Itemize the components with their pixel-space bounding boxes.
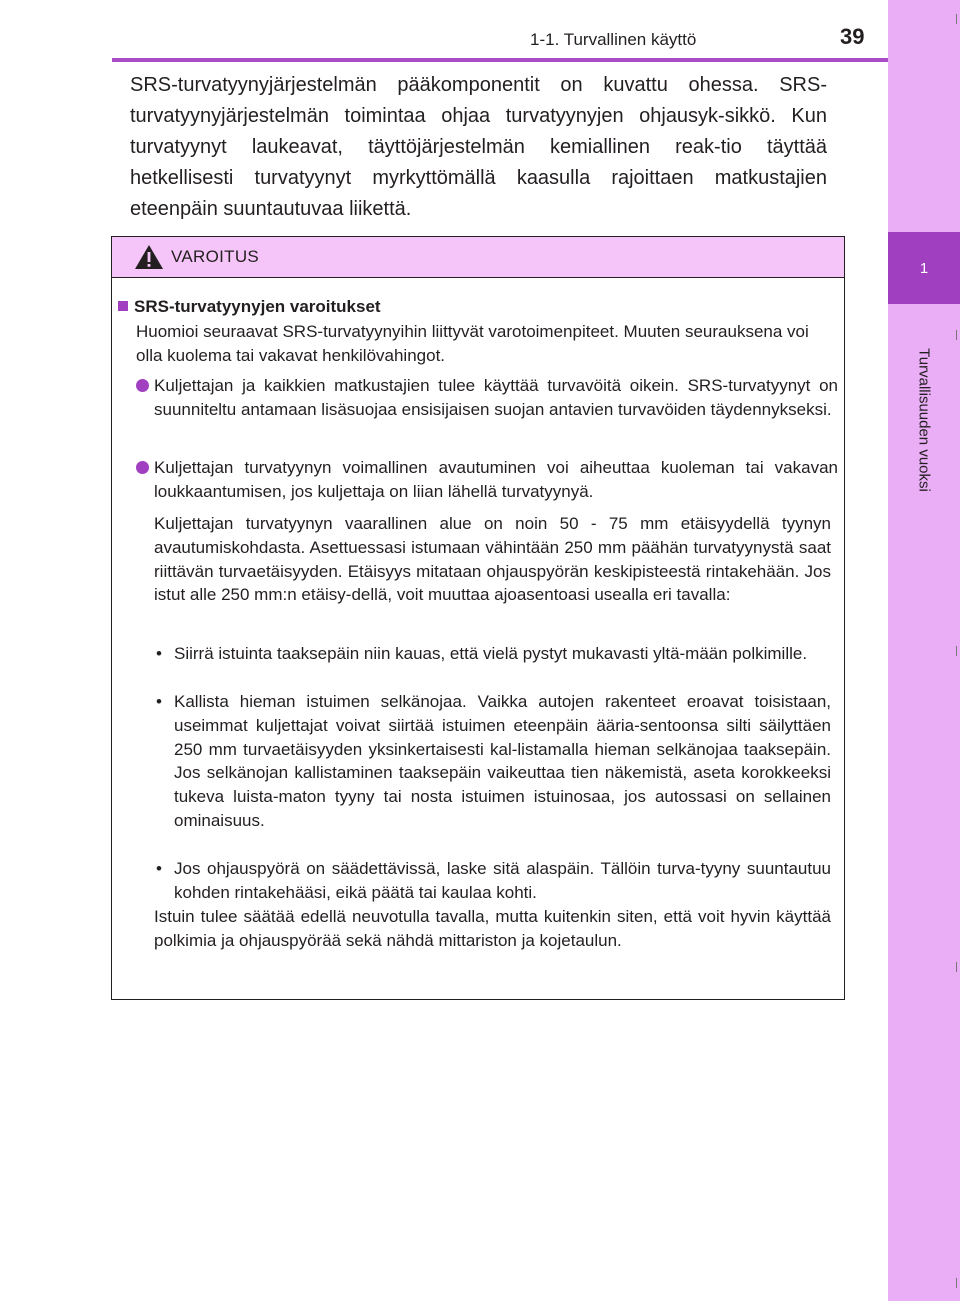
warning-subheading xyxy=(118,295,381,319)
item-text: Kuljettajan turvatyynyn voimallinen avautuminen voi aiheuttaa kuoleman tai vakavan loukkaantumisen, jos kuljettaja on liian lähellä turvatyynyä. xyxy=(154,458,838,501)
section-title: 1-1. Turvallinen käyttö xyxy=(530,30,697,49)
crop-mark xyxy=(956,962,957,972)
subheading-text: SRS-turvatyynyjen varoitukset xyxy=(134,297,381,316)
list-item xyxy=(136,374,838,422)
crop-mark xyxy=(956,330,957,340)
circle-bullet-icon xyxy=(136,379,149,392)
warning-triangle-icon xyxy=(134,244,164,270)
list-item xyxy=(156,642,831,666)
list-item xyxy=(156,690,831,833)
item-text: Kuljettajan ja kaikkien matkustajien tulee käyttää turvavöitä oikein. SRS-turvatyynyt on suunniteltu antamaan lisäsuojaa ensisijaisen suojan antavien turvavöiden täydennykseksi. xyxy=(154,376,838,419)
warning-header xyxy=(112,237,844,278)
bullet-dot: • xyxy=(156,692,162,711)
warning-box xyxy=(111,236,845,1000)
item-text: Siirrä istuinta taaksepäin niin kauas, että vielä pystyt mukavasti yltä-mään polkimille. xyxy=(174,644,808,663)
crop-mark xyxy=(956,1278,957,1288)
intro-paragraph: SRS-turvatyynyjärjestelmän pääkomponentit on kuvattu ohessa. SRS-turvatyynyjärjestelmän toimintaa ohjaa turvatyynyjen ohjausyk-sikkö. Kun turvatyynyt laukeavat, täyttöjärjestelmän kemiallinen reak-tio täyttää hetkellisesti turvatyynyt myrkyttömällä kaasulla rajoittaen matkustajien eteenpäin suuntautuvaa liikettä. xyxy=(130,74,827,220)
bullet-dot: • xyxy=(156,859,162,878)
item-text: Jos ohjauspyörä on säädettävissä, laske sitä alaspäin. Tällöin turva-tyyny suuntautuu kohden rintakehääsi, eikä päätä tai kaulaa kohti. xyxy=(174,859,831,902)
bullet-dot: • xyxy=(156,644,162,663)
crop-mark xyxy=(956,646,957,656)
chapter-label: Turvallisuuden vuoksi xyxy=(915,348,933,492)
item-text: Kallista hieman istuimen selkänojaa. Vaikka autojen rakenteet eroavat toisistaan, useimmat kuljettajat voivat siirtää istuimen eteenpäin ääria-sentoonsa silti säilyttäen 250 mm turvaetäisyyden yksinkertaisesti kal-listamalla hieman selkänojaa taaksepäin. Jos selkänojan kallistaminen taaksepäin vaikeuttaa tien näkemistä, aseta korokkeeksi tukeva luista-maton tyyny tai nosta istuimen istuinosaa, jos autossasi on sellainen ominaisuus. xyxy=(174,692,831,830)
chapter-tab[interactable] xyxy=(888,232,960,304)
header-rule xyxy=(112,58,888,62)
page-number: 39 xyxy=(840,24,865,49)
side-tab-strip xyxy=(888,0,960,1301)
circle-bullet-icon xyxy=(136,461,149,474)
list-item xyxy=(136,456,838,504)
warning-title: VAROITUS xyxy=(171,247,260,266)
list-item xyxy=(156,857,831,905)
crop-mark xyxy=(956,14,957,24)
square-bullet-icon xyxy=(118,301,128,311)
chapter-number: 1 xyxy=(919,259,929,277)
closing-paragraph: Istuin tulee säätää edellä neuvotulla tavalla, mutta kuitenkin siten, että voit hyvin käyttää polkimia ja ohjauspyörää sekä nähdä mittariston ja kojetaulun. xyxy=(154,907,831,950)
subheading-intro: Huomioi seuraavat SRS-turvatyynyihin liittyvät varotoimenpiteet. Muuten seurauksena voi olla kuolema tai vakavat henkilövahingot. xyxy=(136,322,809,365)
distance-paragraph: Kuljettajan turvatyynyn vaarallinen alue on noin 50 - 75 mm etäisyydellä tyynyn avautumiskohdasta. Asettuessasi istumaan vähintään 250 mm päähän turvatyynystä saat riittävän turvaetäisyyden. Etäisyys mitataan ohjauspyörän keskipisteestä rintakehään. Jos istut alle 250 mm:n etäisy-dellä, voit muuttaa ajoasentoasi usealla eri tavalla: xyxy=(154,514,831,605)
